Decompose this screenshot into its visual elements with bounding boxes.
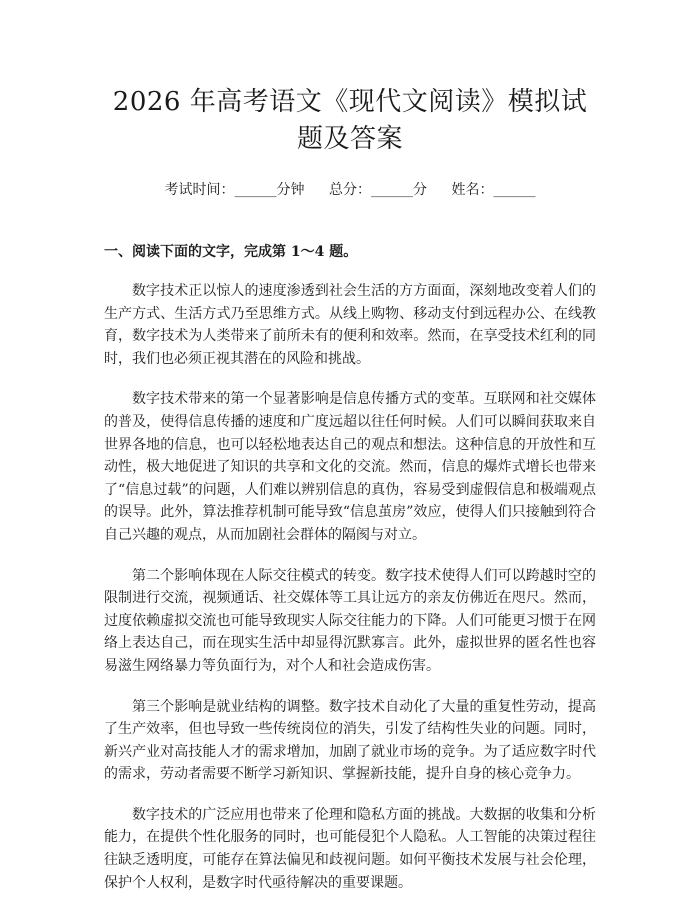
exam-meta bbox=[104, 180, 596, 200]
passage-paragraph-1: 数字技术正以惊人的速度渗透到社会生活的方方面面，深刻地改变着人们的生产方式、生活方式乃至思维方式。从线上购物、移动支付到远程办公、在线教育，数字技术为人类带来了前所未有的便利和效率。然而，在享受技术红利的同时，我们也必须正视其潜在的风险和挑战。 bbox=[104, 283, 596, 367]
exam-time-field: 考试时间：______分钟 bbox=[164, 182, 305, 198]
student-name-field: 姓名：______ bbox=[451, 182, 536, 198]
passage-paragraph-3: 第二个影响体现在人际交往模式的转变。数字技术使得人们可以跨越时空的限制进行交流，视频通话、社交媒体等工具让远方的亲友仿佛近在咫尺。然而，过度依赖虚拟交流也可能导致现实人际交往能力的下降。人们可能更习惯于在网络上表达自己，而在现实生活中却显得沉默寡言。此外，虚拟世界的匿名性也容易滋生网络暴力等负面行为，对个人和社会造成伤害。 bbox=[104, 567, 596, 674]
section-heading: 一、阅读下面的文字，完成第 1～4 题。 bbox=[104, 244, 358, 260]
passage-paragraph-5: 数字技术的广泛应用也带来了伦理和隐私方面的挑战。大数据的收集和分析能力，在提供个性化服务的同时，也可能侵犯个人隐私。人工智能的决策过程往往缺乏透明度，可能存在算法偏见和歧视问题。如何平衡技术发展与社会伦理，保护个人权利，是数字时代亟待解决的重要课题。 bbox=[104, 806, 596, 891]
passage-paragraph-4: 第三个影响是就业结构的调整。数字技术自动化了大量的重复性劳动，提高了生产效率，但也导致一些传统岗位的消失，引发了结构性失业的问题。同时，新兴产业对高技能人才的需求增加，加剧了就业市场的竞争。为了适应数字时代的需求，劳动者需要不断学习新知识、掌握新技能，提升自身的核心竞争力。 bbox=[104, 698, 596, 783]
passage-paragraph-2: 数字技术带来的第一个显著影响是信息传播方式的变革。互联网和社交媒体的普及，使得信息传播的速度和广度远超以往任何时候。人们可以瞬间获取来自世界各地的信息，也可以轻松地表达自己的观点和想法。这种信息的开放性和互动性，极大地促进了知识的共享和文化的交流。然而，信息的爆炸式增长也带来了“信息过载”的问题，人们难以辨别信息的真伪，容易受到虚假信息和极端观点的误导。此外，算法推荐机制可能导致“信息茧房”效应，使得人们只接触到符合自己兴趣的观点，从而加剧社会群体的隔阂与对立。 bbox=[104, 391, 596, 543]
total-score-field: 总分：______分 bbox=[329, 182, 427, 198]
document-title: 2026 年高考语文《现代文阅读》模拟试题及答案 bbox=[112, 87, 588, 154]
